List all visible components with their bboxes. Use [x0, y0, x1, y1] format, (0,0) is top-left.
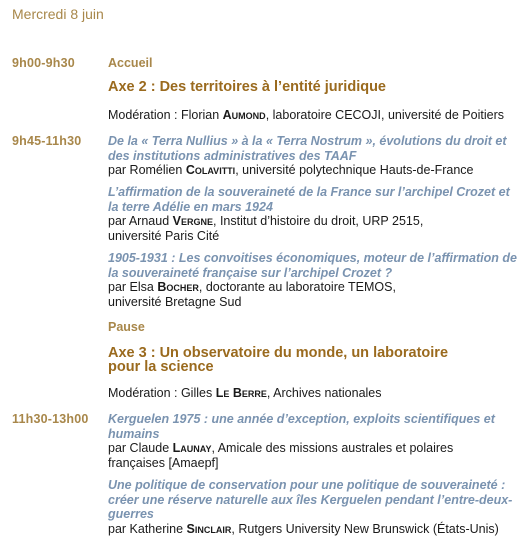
talk-item: [108, 185, 523, 243]
speaker-name: Launay: [172, 441, 212, 455]
day-heading: Mercredi 8 juin: [12, 6, 104, 22]
axe-2-title: Axe 2 : Des territoires à l’entité juridique: [108, 79, 386, 95]
talk-speaker: par Elsa Bocher, doctorante au laboratoire TEMOS,: [108, 280, 396, 294]
moderation-suffix: , Archives nationales: [266, 386, 382, 400]
axe-3-title: Axe 3 : Un observatoire du monde, un laboratoire pour la science: [108, 345, 449, 375]
talk-title: De la « Terra Nullius » à la « Terra Nostrum », évolutions du droit et des institutions administratives des TAAF: [108, 134, 507, 163]
talk-title: 1905-1931 : Les convoitises économiques, moteur de l’affirmation de la souveraineté française sur l’archipel Crozet ?: [108, 251, 517, 280]
speaker-name: Bocher: [157, 280, 199, 294]
talk-affiliation: françaises [Amaepf]: [108, 455, 219, 470]
talk-title: Kerguelen 1975 : une année d’exception, exploits scientifiques et humains: [108, 412, 495, 441]
moderator-name: Aumond: [222, 108, 266, 122]
moderator-name: Le Berre: [215, 386, 267, 400]
talk-speaker: par Katherine Sinclair, Rutgers University New Brunswick (États-Unis): [108, 521, 499, 536]
session-time-2: 9h45-11h30: [12, 134, 82, 148]
pause-label: Pause: [108, 320, 145, 334]
session-time-3: 11h30-13h00: [12, 412, 89, 426]
talk-item: [108, 251, 523, 309]
session-time-1: 9h00-9h30: [12, 56, 75, 70]
moderation-prefix: Modération : Florian: [108, 108, 220, 122]
talk-affiliation: université Bretagne Sud: [108, 294, 242, 309]
speaker-name: Vergne: [172, 214, 213, 228]
talk-speaker: par Claude Launay, Amicale des missions australes et polaires: [108, 441, 454, 455]
talk-item: [108, 412, 523, 470]
talk-title: L’affirmation de la souveraineté de la France sur l’archipel Crozet et la terre Adélie en mars 1924: [108, 185, 510, 214]
axe-3-moderation: [108, 386, 523, 400]
session-label-accueil: Accueil: [108, 56, 153, 70]
moderation-prefix: Modération : Gilles: [108, 386, 213, 400]
speaker-name: Sinclair: [186, 521, 232, 536]
talk-speaker: par Romélien Colavitti, université polytechnique Hauts-de-France: [108, 163, 474, 177]
talk-item: [108, 478, 523, 536]
talk-affiliation: université Paris Cité: [108, 228, 220, 243]
speaker-name: Colavitti: [185, 163, 236, 177]
talk-speaker: par Arnaud Vergne, Institut d’histoire du droit, URP 2515,: [108, 214, 424, 228]
talk-title: Une politique de conservation pour une politique de souveraineté : créer une réserve naturelle aux îles Kerguelen pendant l’entre-deux-guerres: [108, 478, 513, 521]
axe-2-moderation: [108, 108, 523, 122]
moderation-suffix: , laboratoire CECOJI, université de Poitiers: [265, 108, 504, 122]
talk-item: [108, 134, 523, 178]
